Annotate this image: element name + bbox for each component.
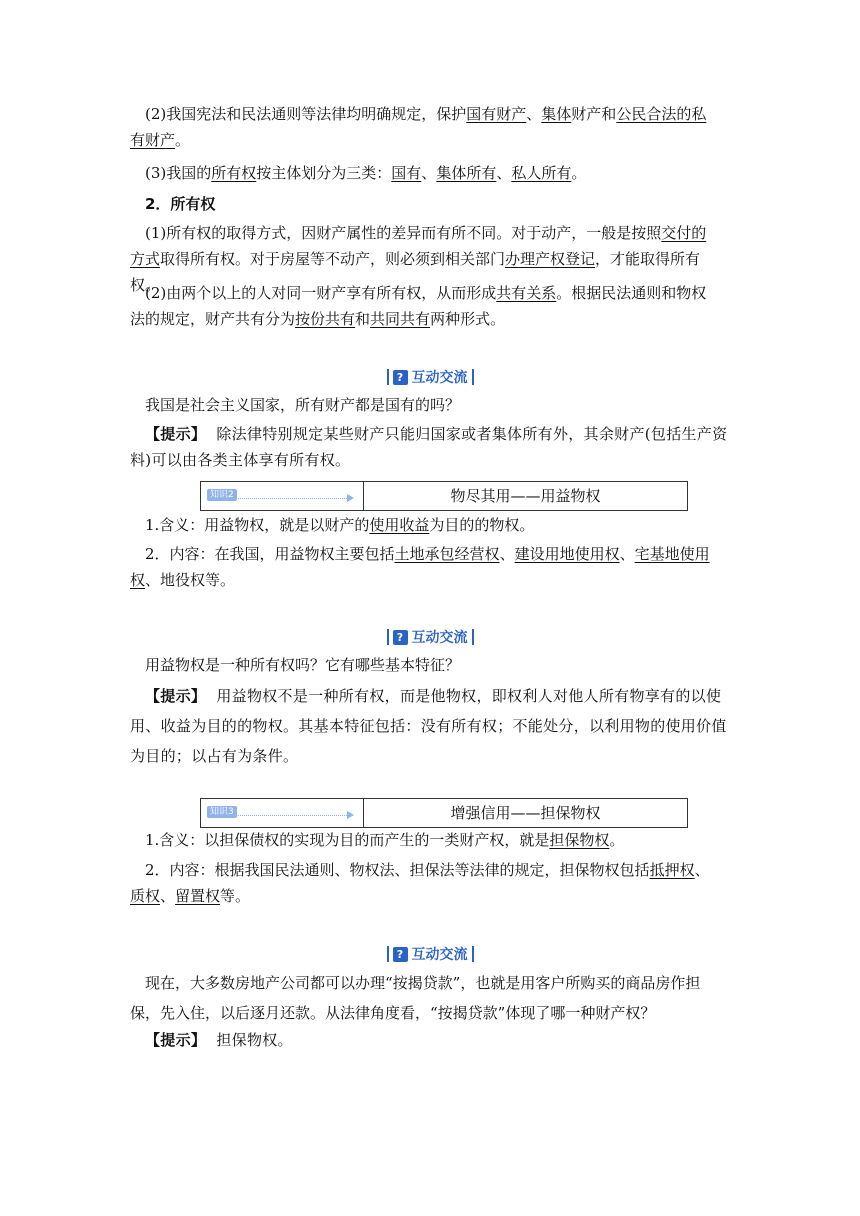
- underlined-term: 集体: [541, 105, 572, 123]
- paragraph-ownership-types: [130, 160, 730, 186]
- underlined-term: 公民合法的私: [616, 105, 707, 123]
- text: 财产和: [571, 105, 617, 123]
- text: 1.含义：以担保债权的实现为目的而产生的一类财产权，就是: [145, 831, 550, 849]
- divider: [472, 369, 474, 385]
- text: 、: [694, 861, 710, 879]
- underlined-term: 按份共有: [295, 310, 356, 328]
- text: 等。: [220, 887, 251, 905]
- exchange-hint: [130, 681, 730, 771]
- text: (3)我国的: [145, 164, 212, 182]
- hint-text: 用益物权不是一种所有权，而是他物权，即权利人对他人所有物享有的以使用、收益为目的的物权。其基本特征包括：没有所有权；不能处分，以利用物的使用价值为目的；以占有为条件。: [130, 687, 727, 765]
- security-definition: [130, 827, 730, 853]
- underlined-term: 土地承包经营权: [394, 545, 500, 563]
- knowledge-tag-cell: [201, 482, 364, 510]
- underlined-term: 共同共有: [370, 310, 431, 328]
- text: (2)我国宪法和民法通则等法律均明确规定，保护: [145, 105, 467, 123]
- underlined-term: 有财产: [130, 131, 176, 149]
- text: 两种形式。: [430, 310, 506, 328]
- text: 、地役权等。: [145, 571, 236, 589]
- knowledge-box: [200, 798, 688, 828]
- knowledge-tag: 知识2: [207, 489, 237, 501]
- exchange-question: 现在，大多数房地产公司都可以办理“按揭贷款”，也就是用客户所购买的商品房作担保，先入住，以后逐月还款。从法律角度看，“按揭贷款”体现了哪一种财产权？: [130, 974, 701, 1022]
- underlined-term: 宅基地使用: [634, 545, 710, 563]
- interact-label: 互动交流: [411, 947, 468, 963]
- underlined-term: 担保物权: [549, 831, 610, 849]
- dotted-line: [231, 498, 349, 499]
- paragraph-co-ownership: [130, 280, 730, 332]
- exchange-hint: [130, 1027, 730, 1053]
- text: 、: [526, 105, 542, 123]
- text: 。根据民法通则和物权: [556, 284, 707, 302]
- underlined-term: 方式: [130, 250, 161, 268]
- divider: [472, 946, 474, 962]
- underlined-term: 使用收益: [369, 516, 430, 534]
- underlined-term: 质权: [130, 887, 161, 905]
- exchange-question: 我国是社会主义国家，所有财产都是国有的吗？: [145, 396, 461, 414]
- question-icon: ?: [393, 630, 408, 645]
- text: 取得所有权。对于房屋等不动产，则必须到相关部门: [160, 250, 506, 268]
- text: 1.含义：用益物权，就是以财产的: [145, 516, 370, 534]
- usufruct-definition: [130, 512, 730, 538]
- divider: [387, 629, 389, 645]
- divider: [387, 369, 389, 385]
- text: 、: [496, 164, 512, 182]
- text: 。: [609, 831, 625, 849]
- exchange-hint: [130, 421, 730, 473]
- arrow-icon: [347, 494, 354, 502]
- underlined-term: 集体所有: [436, 164, 497, 182]
- knowledge-tag: 知识3: [207, 806, 237, 818]
- text: (2)由两个以上的人对同一财产享有所有权，从而形成: [145, 284, 497, 302]
- text: (1)所有权的取得方式，因财产属性的差异而有所不同。对于动产，一般是按照: [145, 224, 662, 242]
- text: 2．内容：根据我国民法通则、物权法、担保法等法律的规定，担保物权包括: [145, 861, 650, 879]
- underlined-term: 建设用地使用权: [514, 545, 620, 563]
- underlined-term: 交付的: [661, 224, 707, 242]
- hint-text: 除法律特别规定某些财产只能归国家或者集体所有外，其余财产(包括生产资料)可以由各类主体享有所有权。: [130, 425, 728, 469]
- interact-heading: [0, 944, 860, 966]
- question-icon: ?: [393, 947, 408, 962]
- question-icon: ?: [393, 370, 408, 385]
- usufruct-content: [130, 541, 730, 593]
- hint-label: 【提示】: [145, 425, 207, 443]
- arrow-icon: [347, 811, 354, 819]
- underlined-term: 抵押权: [649, 861, 695, 879]
- underlined-term: 留置权: [175, 887, 221, 905]
- hint-label: 【提示】: [145, 687, 207, 705]
- text: 、: [421, 164, 437, 182]
- text: 和: [355, 310, 371, 328]
- security-content: [130, 857, 730, 909]
- text: 。: [175, 131, 191, 149]
- exchange-question: 用益物权是一种所有权吗？它有哪些基本特征？: [145, 656, 461, 674]
- divider: [472, 629, 474, 645]
- text: 按主体划分为三类：: [256, 164, 392, 182]
- underlined-term: 国有: [391, 164, 422, 182]
- knowledge-tag-cell: [201, 799, 364, 827]
- hint-text: 担保物权。: [216, 1031, 293, 1049]
- text: 为目的的物权。: [429, 516, 535, 534]
- heading-ownership: 2．所有权: [145, 195, 216, 213]
- interact-label: 互动交流: [411, 370, 468, 386]
- interact-heading: [0, 627, 860, 649]
- underlined-term: 办理产权登记: [505, 250, 596, 268]
- underlined-term: 共有关系: [496, 284, 557, 302]
- text: 、: [160, 887, 176, 905]
- underlined-term: 国有财产: [466, 105, 527, 123]
- hint-label: 【提示】: [145, 1031, 207, 1049]
- text: 、: [499, 545, 515, 563]
- text: 法的规定，财产共有分为: [130, 310, 296, 328]
- underlined-term: 权: [130, 571, 146, 589]
- paragraph-protection: [130, 101, 730, 153]
- text: 。: [571, 164, 587, 182]
- text: 、: [619, 545, 635, 563]
- text: ，才能取得所有权。: [130, 250, 701, 294]
- knowledge-title: 增强信用——担保物权: [450, 804, 601, 822]
- knowledge-title: 物尽其用——用益物权: [450, 487, 601, 505]
- interact-heading: [0, 367, 860, 389]
- dotted-line: [231, 815, 349, 816]
- knowledge-box: [200, 481, 688, 511]
- interact-label: 互动交流: [411, 630, 468, 646]
- divider: [387, 946, 389, 962]
- underlined-term: 所有权: [211, 164, 257, 182]
- text: 2．内容：在我国，用益物权主要包括: [145, 545, 395, 563]
- underlined-term: 私人所有: [511, 164, 572, 182]
